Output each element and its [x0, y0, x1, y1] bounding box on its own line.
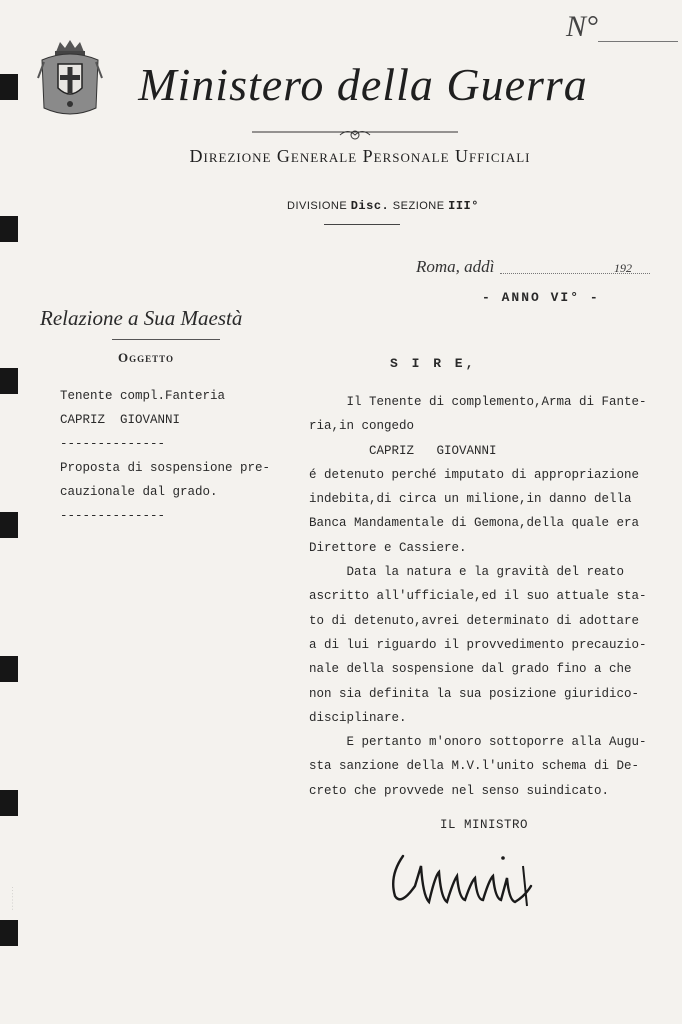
signatory-title: IL MINISTRO	[440, 818, 529, 832]
letter-body: Il Tenente di complemento,Arma di Fante- ria,in congedo CAPRIZ GIOVANNI é detenuto perché imputato di appropriazione indebita,di circa un milione,in danno della Banca Mandamentale di Gemona,della quale era Direttore e Cassiere. Data la natura e la gravità del reato ascritto all'ufficiale,ed il suo attuale sta- to di detenuto,avrei determinato di adottare a di lui riguardo il provvedimento precauzio- nale della sospensione dal grado fino a che non sia definita la sua posizione giuridico- disciplinare. E pertanto m'onoro sottoporre alla Augu- sta sanzione della M.V.l'unito schema di De- creto che provvede nel senso suindicato.	[309, 395, 647, 798]
divisione-label: DIVISIONE	[287, 200, 348, 212]
binding-hole	[0, 656, 18, 682]
number-line	[598, 41, 678, 42]
royal-crest-icon	[36, 38, 104, 120]
ministry-title: Ministero della Guerra	[138, 59, 588, 110]
handwritten-signature	[385, 826, 545, 926]
year-printed: 192	[614, 261, 632, 275]
binding-hole	[0, 368, 18, 394]
anno-line: - ANNO VI° -	[482, 290, 600, 305]
binding-hole	[0, 512, 18, 538]
sezione-value: III°	[448, 199, 479, 213]
binding-hole	[0, 74, 18, 100]
divisione-line	[200, 199, 566, 213]
number-mark: N°	[566, 10, 599, 43]
oggetto-label: Oggetto	[118, 350, 174, 365]
direzione-heading: Direzione Generale Personale Ufficiali	[189, 146, 531, 166]
salutation: S I R E,	[390, 356, 477, 371]
ornament-divider	[252, 126, 458, 144]
divider-line	[112, 339, 220, 340]
margin-annotation-text: · · · · · · · ·	[10, 886, 16, 910]
margin-annotation	[2, 780, 22, 920]
divider-line	[324, 224, 400, 225]
subject-text: Tenente compl.Fanteria CAPRIZ GIOVANNI -------------- Proposta di sospensione pre- cauzionale dal grado. --------------	[60, 389, 271, 523]
divisione-value: Disc.	[350, 199, 390, 213]
binding-hole	[0, 920, 18, 946]
sezione-label: SEZIONE	[392, 200, 445, 212]
binding-hole	[0, 216, 18, 242]
place-date: Roma, addì	[416, 257, 495, 276]
relazione-heading: Relazione a Sua Maestà	[40, 306, 243, 330]
